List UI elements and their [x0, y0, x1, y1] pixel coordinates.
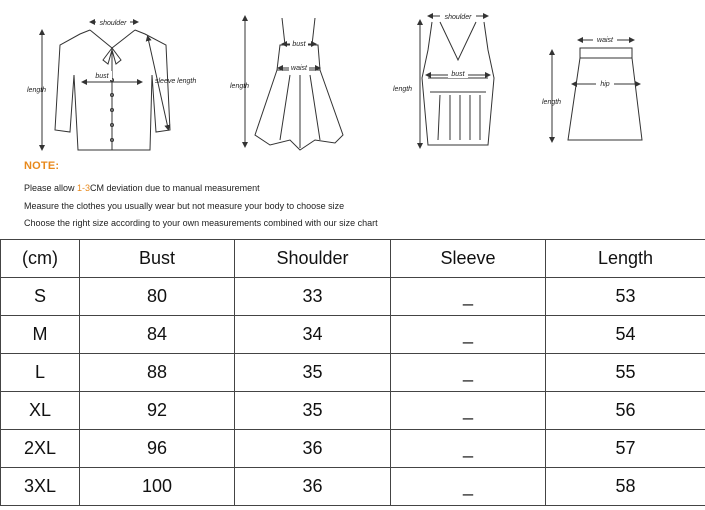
size-cell: M [1, 316, 80, 354]
header-bust: Bust [80, 240, 235, 278]
sleeve-cell: _ [391, 354, 546, 392]
dress-length-label: length [230, 83, 250, 90]
length-cell: 58 [546, 468, 705, 506]
skirt-hip-label: hip [600, 81, 610, 88]
table-row [1, 468, 705, 506]
sleeve-cell: _ [391, 392, 546, 430]
shoulder-cell: 35 [235, 392, 391, 430]
shirt-sleeve-label: sleeve length [155, 78, 197, 85]
length-cell: 57 [546, 430, 705, 468]
dress-bust-label: bust [292, 41, 306, 48]
size-cell: 3XL [1, 468, 80, 506]
tank-bust-label: bust [451, 71, 465, 78]
table-row [1, 316, 705, 354]
note-line-1-highlight: 1-3 [77, 183, 91, 193]
skirt-length-label: length [542, 99, 562, 106]
shirt-length-label: length [27, 87, 47, 94]
dress-icon [245, 18, 343, 150]
skirt-icon [552, 40, 642, 140]
size-cell: L [1, 354, 80, 392]
length-cell: 53 [546, 278, 705, 316]
shoulder-cell: 36 [235, 468, 391, 506]
header-length: Length [546, 240, 705, 278]
bust-cell: 96 [80, 430, 235, 468]
header-shoulder: Shoulder [235, 240, 391, 278]
size-cell: XL [1, 392, 80, 430]
table-row [1, 392, 705, 430]
sleeve-cell: _ [391, 430, 546, 468]
note-title: NOTE: [24, 160, 60, 172]
bust-cell: 88 [80, 354, 235, 392]
size-cell: 2XL [1, 430, 80, 468]
bust-cell: 80 [80, 278, 235, 316]
size-cell: S [1, 278, 80, 316]
bust-cell: 84 [80, 316, 235, 354]
shoulder-cell: 34 [235, 316, 391, 354]
shirt-bust-label: bust [95, 73, 109, 80]
shirt-shoulder-label: shoulder [99, 20, 127, 27]
table-row [1, 354, 705, 392]
shoulder-cell: 36 [235, 430, 391, 468]
tank-shoulder-label: shoulder [444, 14, 472, 21]
header-sleeve: Sleeve [391, 240, 546, 278]
table-row [1, 278, 705, 316]
note-line-1-post: CM deviation due to manual measurement [90, 183, 260, 193]
table-row [1, 430, 705, 468]
measurement-illustration [0, 0, 705, 160]
length-cell: 54 [546, 316, 705, 354]
note-line-2: Measure the clothes you usually wear but not measure your body to choose size [24, 200, 345, 211]
sleeve-cell: _ [391, 468, 546, 506]
tank-length-label: length [393, 86, 413, 93]
dress-waist-label: waist [291, 65, 307, 72]
length-cell: 56 [546, 392, 705, 430]
header-unit: (cm) [1, 240, 80, 278]
shoulder-cell: 33 [235, 278, 391, 316]
skirt-waist-label: waist [597, 37, 613, 44]
sleeve-cell: _ [391, 278, 546, 316]
tank-top-icon [420, 16, 494, 146]
bust-cell: 100 [80, 468, 235, 506]
note-line-1-pre: Please allow [24, 183, 78, 193]
length-cell: 55 [546, 354, 705, 392]
sleeve-cell: _ [391, 316, 546, 354]
shoulder-cell: 35 [235, 354, 391, 392]
size-chart-table [0, 239, 705, 506]
bust-cell: 92 [80, 392, 235, 430]
garment-diagrams [0, 0, 705, 160]
note-section [24, 160, 684, 233]
note-line-1 [24, 180, 684, 198]
table-header-row [1, 240, 705, 278]
note-line-3: Choose the right size according to your own measurements combined with our size chart [24, 218, 378, 228]
shirt-icon [42, 22, 170, 150]
